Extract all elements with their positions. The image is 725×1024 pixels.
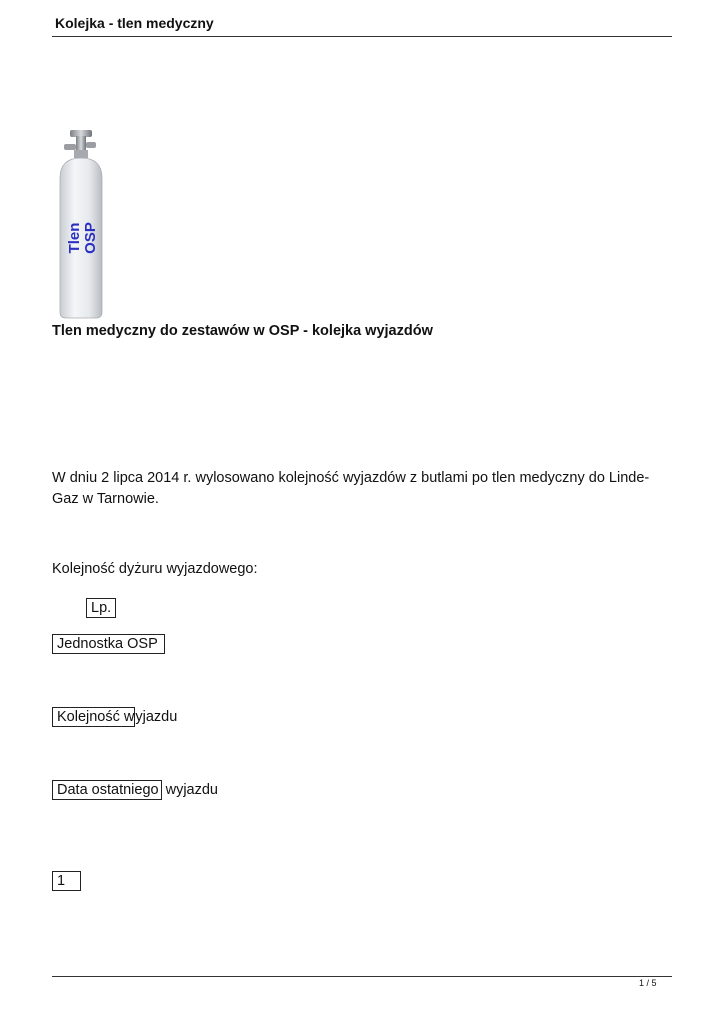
order-cell: Kolejność w xyxy=(52,707,135,727)
header-divider xyxy=(52,36,672,37)
oxygen-cylinder-image xyxy=(52,126,122,322)
row1-lp-cell: 1 xyxy=(52,871,81,891)
document-title: Tlen medyczny do zestawów w OSP - kolejka wyjazdów xyxy=(52,323,433,339)
table-row-1 xyxy=(52,871,81,891)
table-header-date xyxy=(52,780,218,800)
schedule-label: Kolejność dyżuru wyjazdowego: xyxy=(52,561,258,577)
unit-cell: Jednostka OSP xyxy=(52,634,165,654)
date-cell: Data ostatniego xyxy=(52,780,162,800)
table-header-unit xyxy=(52,634,165,654)
cylinder-label-line1: Tlen xyxy=(66,222,83,254)
page-header-title: Kolejka - tlen medyczny xyxy=(55,15,214,31)
table-header-lp xyxy=(86,598,116,618)
intro-paragraph: W dniu 2 lipca 2014 r. wylosowano kolejność wyjazdów z butlami po tlen medyczny do Linde-Gaz w Tarnowie. xyxy=(52,470,650,507)
table-header-order xyxy=(52,707,177,727)
cylinder-label-line2: OSP xyxy=(82,222,99,254)
order-cell-overflow: yjazdu xyxy=(135,709,178,725)
page-number: 1 / 5 xyxy=(639,978,657,988)
footer-divider xyxy=(52,976,672,977)
lp-cell: Lp. xyxy=(86,598,116,618)
date-cell-overflow: wyjazdu xyxy=(161,782,218,798)
